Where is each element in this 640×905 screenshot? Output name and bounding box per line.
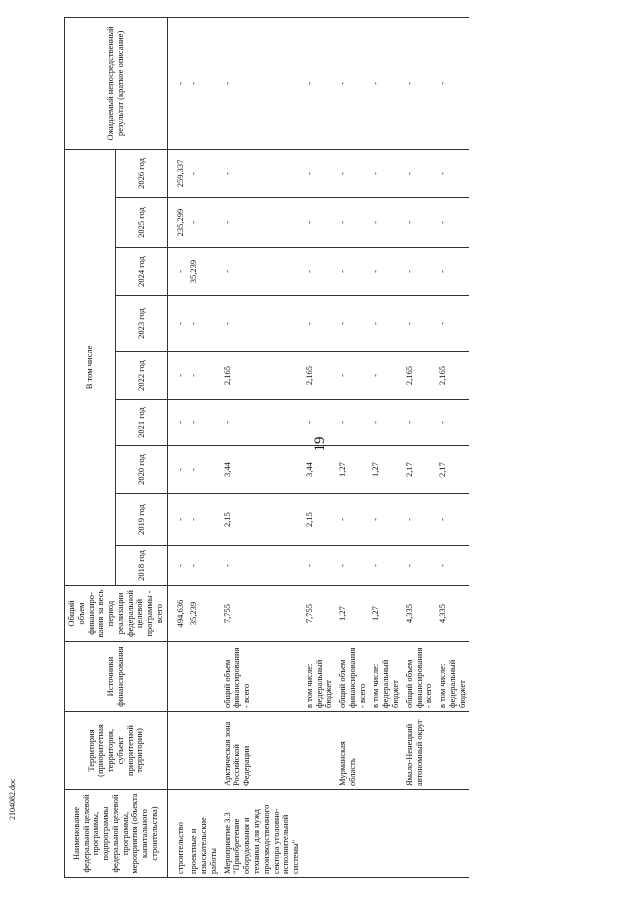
cell-total: 7,755 <box>303 586 336 642</box>
header-name: Наименование федеральной целевой программы, подпрограммы федеральной целевой программы, мероприятия (объекта капитального строительства) <box>65 790 168 878</box>
cell-year-value: 2,15 <box>221 494 303 546</box>
page-number: 19 <box>312 436 328 452</box>
cell-territory: Ямало-Ненецкий автономный округ <box>403 712 436 790</box>
cell-year-value: 3,44 <box>221 446 303 494</box>
cell-year-value: - <box>369 400 402 446</box>
cell-year-value: - <box>336 296 369 352</box>
rotated-table-sheet <box>64 18 640 878</box>
table-row <box>403 17 436 877</box>
cell-name <box>436 790 469 878</box>
cell-year-value: 2,17 <box>436 446 469 494</box>
cell-year-value: - <box>403 494 436 546</box>
cell-year-value: - <box>336 494 369 546</box>
cell-year-value: 2,165 <box>221 352 303 400</box>
cell-source: общий объем финансирования - всего <box>221 642 303 712</box>
cell-year-value: - <box>167 546 187 586</box>
cell-year-value: - <box>436 494 469 546</box>
cell-year-value: 1,27 <box>369 446 402 494</box>
cell-year-value: - <box>167 400 187 446</box>
cell-year-value: 2,165 <box>303 352 336 400</box>
cell-total: 35,239 <box>187 586 220 642</box>
cell-year-value: - <box>187 494 220 546</box>
cell-territory <box>167 712 187 790</box>
cell-total: 1,27 <box>336 586 369 642</box>
cell-result: - <box>369 17 402 149</box>
cell-source: в том числе: федеральный бюджет <box>436 642 469 712</box>
table-row <box>221 17 303 877</box>
cell-result: - <box>221 17 303 149</box>
cell-year-value: - <box>403 248 436 296</box>
cell-year-value: - <box>369 546 402 586</box>
header-year: 2022 год <box>116 352 167 400</box>
cell-year-value: - <box>369 296 402 352</box>
cell-year-value: - <box>221 198 303 248</box>
cell-year-value: 2,165 <box>436 352 469 400</box>
table-row <box>436 17 469 877</box>
cell-result: - <box>167 17 187 149</box>
cell-year-value: - <box>336 400 369 446</box>
cell-year-value: - <box>221 546 303 586</box>
table-row <box>187 17 220 877</box>
cell-territory: Мурманская область <box>336 712 369 790</box>
cell-territory <box>303 712 336 790</box>
cell-year-value: - <box>369 198 402 248</box>
cell-year-value: - <box>167 494 187 546</box>
cell-year-value: - <box>436 149 469 197</box>
header-incl: В том числе <box>65 149 116 585</box>
header-year: 2024 год <box>116 248 167 296</box>
cell-year-value: - <box>167 352 187 400</box>
header-year: 2019 год <box>116 494 167 546</box>
cell-year-value: - <box>187 546 220 586</box>
cell-name <box>369 790 402 878</box>
cell-name <box>403 790 436 878</box>
cell-territory <box>436 712 469 790</box>
cell-total: 4,335 <box>403 586 436 642</box>
cell-source <box>187 642 220 712</box>
cell-year-value: - <box>303 198 336 248</box>
cell-year-value: - <box>187 149 220 197</box>
cell-total: 494,636 <box>167 586 187 642</box>
cell-year-value: - <box>187 400 220 446</box>
cell-total: 4,335 <box>436 586 469 642</box>
cell-year-value: - <box>187 296 220 352</box>
cell-year-value: - <box>336 352 369 400</box>
cell-name <box>303 790 336 878</box>
cell-year-value: - <box>369 352 402 400</box>
table-row <box>303 17 336 877</box>
cell-result: - <box>303 17 336 149</box>
header-year: 2026 год <box>116 149 167 197</box>
header-source: Источники финансирования <box>65 642 168 712</box>
cell-year-value: - <box>403 296 436 352</box>
cell-year-value: - <box>336 149 369 197</box>
cell-year-value: - <box>187 198 220 248</box>
cell-territory <box>369 712 402 790</box>
header-year: 2023 год <box>116 296 167 352</box>
cell-year-value: - <box>436 546 469 586</box>
cell-year-value: 235,299 <box>167 198 187 248</box>
cell-year-value: - <box>436 400 469 446</box>
cell-year-value: - <box>221 149 303 197</box>
cell-year-value: - <box>303 248 336 296</box>
cell-year-value: - <box>167 446 187 494</box>
cell-name: проектные и изыскательские работы <box>187 790 220 878</box>
cell-name: строительство <box>167 790 187 878</box>
cell-year-value: 35,239 <box>187 248 220 296</box>
cell-year-value: - <box>403 149 436 197</box>
financing-table <box>64 17 469 878</box>
cell-source: общий объем финансирования - всего <box>403 642 436 712</box>
table-row <box>369 17 402 877</box>
header-result: Ожидаемый непосредственный результат (краткое описание) <box>65 17 168 149</box>
table-body <box>167 17 469 877</box>
cell-year-value: - <box>369 248 402 296</box>
header-year: 2025 год <box>116 198 167 248</box>
cell-name <box>336 790 369 878</box>
cell-result: - <box>187 17 220 149</box>
header-year: 2020 год <box>116 446 167 494</box>
cell-year-value: - <box>436 248 469 296</box>
cell-year-value: - <box>303 546 336 586</box>
cell-source <box>167 642 187 712</box>
cell-year-value: - <box>403 546 436 586</box>
cell-year-value: - <box>221 400 303 446</box>
cell-year-value: - <box>436 198 469 248</box>
cell-year-value: 2,17 <box>403 446 436 494</box>
cell-year-value: 259,337 <box>167 149 187 197</box>
cell-source: в том числе: федеральный бюджет <box>303 642 336 712</box>
cell-year-value: - <box>336 248 369 296</box>
header-total: Общий объем финансиро-вания за весь период реализации федеральной целевой программы - всего <box>65 586 168 642</box>
cell-territory <box>187 712 220 790</box>
cell-year-value: - <box>167 248 187 296</box>
cell-year-value: - <box>221 296 303 352</box>
cell-total: 1,27 <box>369 586 402 642</box>
cell-year-value: - <box>221 248 303 296</box>
cell-name: Мероприятие 3.3 "Приобретение оборудования и техники для нужд производственного сектора уголовно-исполнительной системы" <box>221 790 303 878</box>
cell-year-value: - <box>436 296 469 352</box>
header-year: 2018 год <box>116 546 167 586</box>
cell-year-value: - <box>303 400 336 446</box>
cell-result: - <box>436 17 469 149</box>
cell-source: общий объем финансирования - всего <box>336 642 369 712</box>
table-row <box>336 17 369 877</box>
cell-year-value: - <box>187 352 220 400</box>
cell-year-value: 2,15 <box>303 494 336 546</box>
cell-source: в том числе: федеральный бюджет <box>369 642 402 712</box>
cell-year-value: - <box>369 149 402 197</box>
cell-result: - <box>336 17 369 149</box>
cell-total: 7,755 <box>221 586 303 642</box>
cell-year-value: - <box>187 446 220 494</box>
cell-year-value: - <box>403 400 436 446</box>
document-id: 2104082.doc <box>8 778 17 820</box>
table-row <box>167 17 187 877</box>
cell-year-value: - <box>336 198 369 248</box>
cell-year-value: 2,165 <box>403 352 436 400</box>
cell-year-value: - <box>403 198 436 248</box>
cell-result: - <box>403 17 436 149</box>
cell-territory: Арктическая зона Российской Федерации <box>221 712 303 790</box>
cell-year-value: - <box>369 494 402 546</box>
cell-year-value: 1,27 <box>336 446 369 494</box>
header-year: 2021 год <box>116 400 167 446</box>
header-territory: Территория (приоритетная территория, субъект приоритетной территории) <box>65 712 168 790</box>
cell-year-value: 3,44 <box>303 446 336 494</box>
cell-year-value: - <box>336 546 369 586</box>
cell-year-value: - <box>303 296 336 352</box>
cell-year-value: - <box>303 149 336 197</box>
cell-year-value: - <box>167 296 187 352</box>
